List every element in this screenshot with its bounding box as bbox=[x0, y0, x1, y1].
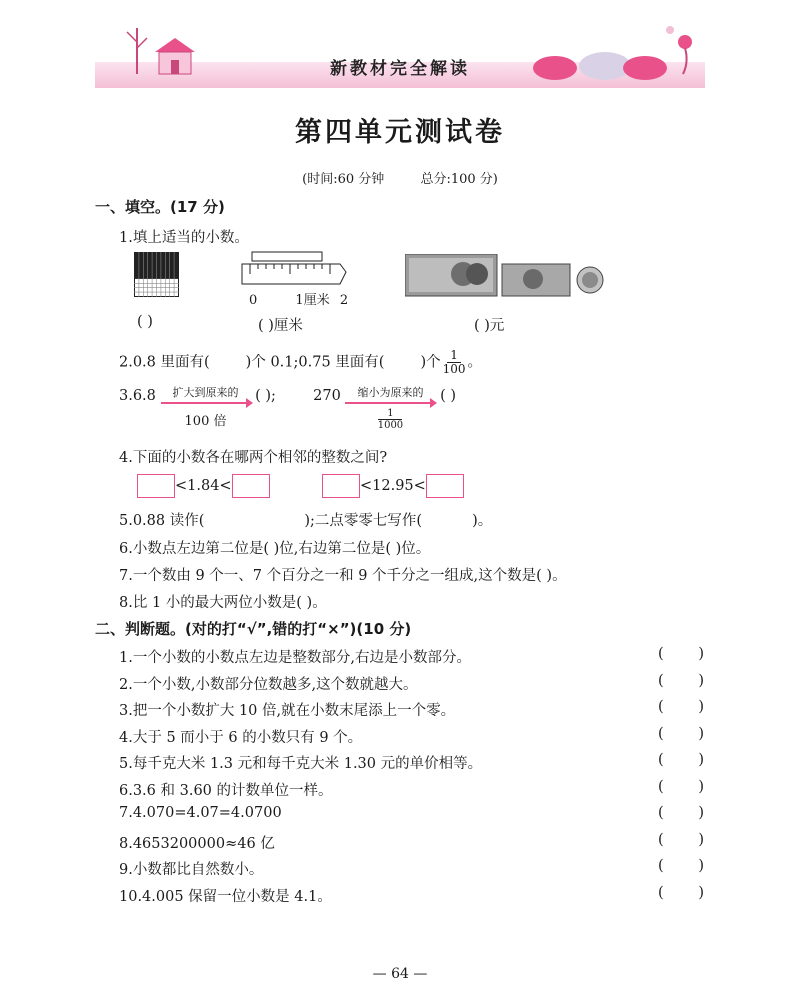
q5-part-c: )。 bbox=[472, 513, 493, 529]
judgment-answer-blank[interactable] bbox=[658, 726, 704, 742]
paren-close: ) bbox=[698, 884, 704, 901]
q2-suffix: )个 bbox=[420, 354, 441, 371]
judgment-answer-blank[interactable] bbox=[658, 699, 704, 715]
q5 bbox=[119, 509, 492, 530]
q3-left-blank[interactable]: ( ); bbox=[255, 387, 276, 404]
paren-close: ) bbox=[698, 699, 704, 715]
money-figure bbox=[405, 254, 605, 298]
q1-text: 1.填上适当的小数。 bbox=[119, 230, 249, 246]
paren-open: ( bbox=[658, 699, 664, 715]
q4-expr-1 bbox=[137, 474, 270, 498]
q2-frac-num: 1 bbox=[447, 349, 461, 363]
q3-right-blank[interactable]: ( ) bbox=[440, 387, 456, 404]
q3-left-arrow bbox=[161, 386, 251, 429]
judgment-item-text: 9.小数都比自然数小。 bbox=[119, 862, 264, 878]
q3-right-arrow bbox=[345, 386, 435, 431]
banner-title: 新教材完全解读 bbox=[330, 59, 470, 79]
judgment-answer-blank[interactable] bbox=[658, 832, 704, 848]
paren-open: ( bbox=[658, 646, 664, 662]
section-1-heading: 一、填空。(17 分) bbox=[95, 198, 225, 216]
q1-blank-grid[interactable]: ( ) bbox=[137, 314, 153, 330]
q4-text: 4.下面的小数各在哪两个相邻的整数之间? bbox=[119, 450, 388, 466]
paren-close: ) bbox=[698, 672, 704, 689]
header-banner bbox=[95, 18, 705, 88]
page-number: — 64 — bbox=[372, 966, 428, 982]
q4-box-4[interactable] bbox=[426, 474, 464, 498]
q1-blank-ruler[interactable]: ( )厘米 bbox=[258, 318, 303, 334]
q3-right-arrow-label: 缩小为原来的 bbox=[357, 386, 424, 399]
ruler-label-0: 0 bbox=[249, 293, 258, 308]
ruler-labels bbox=[249, 289, 349, 308]
q1-blank-money[interactable]: ( )元 bbox=[474, 318, 505, 334]
q3-right-number: 270 bbox=[313, 387, 341, 404]
q6: 6.小数点左边第二位是( )位,右边第二位是( )位。 bbox=[119, 541, 431, 557]
judgment-item-text: 3.把一个小数扩大 10 倍,就在小数末尾添上一个零。 bbox=[119, 703, 456, 719]
paren-close: ) bbox=[698, 752, 704, 768]
q3-right-frac-den: 1000 bbox=[377, 420, 404, 431]
judgment-item-text: 5.每千克大米 1.3 元和每千克大米 1.30 元的单价相等。 bbox=[119, 756, 483, 772]
q4-box-1[interactable] bbox=[137, 474, 175, 498]
judgment-item-text: 4.大于 5 而小于 6 的小数只有 9 个。 bbox=[119, 729, 363, 746]
ruler-figure bbox=[240, 250, 352, 288]
paren-close: ) bbox=[698, 725, 704, 742]
exam-total: 总分:100 分) bbox=[420, 172, 498, 187]
exam-info bbox=[0, 168, 800, 187]
q2-prefix: 2.0.8 里面有( bbox=[119, 354, 210, 371]
paren-open: ( bbox=[658, 831, 664, 848]
q4-expr-2 bbox=[322, 474, 464, 498]
q2-end: 。 bbox=[467, 354, 483, 371]
exam-time: (时间:60 分钟 bbox=[302, 172, 385, 187]
paren-close: ) bbox=[698, 858, 704, 874]
judgment-answer-blank[interactable] bbox=[658, 779, 704, 795]
q2 bbox=[119, 349, 482, 376]
q2-frac-den: 100 bbox=[442, 362, 466, 376]
q7: 7.一个数由 9 个一、7 个百分之一和 9 个千分之一组成,这个数是( )。 bbox=[119, 568, 567, 584]
q3 bbox=[119, 386, 456, 431]
q2-mid: )个 0.1;0.75 里面有( bbox=[245, 354, 385, 371]
ruler-label-1cm: 1厘米 bbox=[295, 293, 330, 308]
q3-right-arrow-fraction bbox=[345, 408, 435, 431]
arrow-right-icon bbox=[161, 402, 251, 404]
q3-left-arrow-label: 扩大到原来的 bbox=[172, 386, 239, 399]
q4-box-3[interactable] bbox=[322, 474, 360, 498]
arrow-right-icon bbox=[345, 402, 435, 404]
q4-expr1-text: <1.84< bbox=[175, 478, 232, 494]
judgment-answer-blank[interactable] bbox=[658, 858, 704, 874]
paren-open: ( bbox=[658, 672, 664, 689]
paren-open: ( bbox=[658, 725, 664, 742]
paren-close: ) bbox=[698, 831, 704, 848]
judgment-item-text: 6.3.6 和 3.60 的计数单位一样。 bbox=[119, 782, 333, 799]
paren-close: ) bbox=[698, 646, 704, 662]
judgment-answer-blank[interactable] bbox=[658, 646, 704, 662]
judgment-item-text: 8.4653200000≈46 亿 bbox=[119, 835, 275, 852]
judgment-answer-blank[interactable] bbox=[658, 673, 704, 689]
paren-close: ) bbox=[698, 805, 704, 821]
q2-fraction bbox=[443, 349, 466, 376]
q5-part-b: );二点零零七写作( bbox=[304, 513, 423, 529]
paren-open: ( bbox=[658, 884, 664, 901]
hundred-grid-figure bbox=[134, 252, 180, 298]
q3-right-frac-num: 1 bbox=[378, 408, 402, 420]
judgment-answer-blank[interactable] bbox=[658, 805, 704, 821]
q3-left-arrow-bottom: 100 倍 bbox=[184, 414, 227, 429]
paren-open: ( bbox=[658, 805, 664, 821]
section-2-heading: 二、判断题。(对的打“√”,错的打“×”)(10 分) bbox=[95, 620, 412, 638]
paren-open: ( bbox=[658, 778, 664, 795]
judgment-answer-blank[interactable] bbox=[658, 885, 704, 901]
q8: 8.比 1 小的最大两位小数是( )。 bbox=[119, 595, 327, 611]
judgment-item-text: 10.4.005 保留一位小数是 4.1。 bbox=[119, 888, 332, 905]
page-title: 第四单元测试卷 bbox=[295, 117, 505, 148]
paren-open: ( bbox=[658, 752, 664, 768]
judgment-item-text: 1.一个小数的小数点左边是整数部分,右边是小数部分。 bbox=[119, 650, 471, 666]
ruler-label-2: 2 bbox=[339, 293, 349, 308]
q4-box-2[interactable] bbox=[232, 474, 270, 498]
paren-open: ( bbox=[658, 858, 664, 874]
judgment-item-text: 7.4.070=4.07=4.0700 bbox=[119, 805, 282, 821]
judgment-item-text: 2.一个小数,小数部分位数越多,这个数就越大。 bbox=[119, 676, 418, 693]
paren-close: ) bbox=[698, 778, 704, 795]
q5-part-a: 5.0.88 读作( bbox=[119, 513, 205, 529]
judgment-answer-blank[interactable] bbox=[658, 752, 704, 768]
q3-left-number: 3.6.8 bbox=[119, 387, 156, 404]
q4-expr2-text: <12.95< bbox=[360, 478, 426, 494]
